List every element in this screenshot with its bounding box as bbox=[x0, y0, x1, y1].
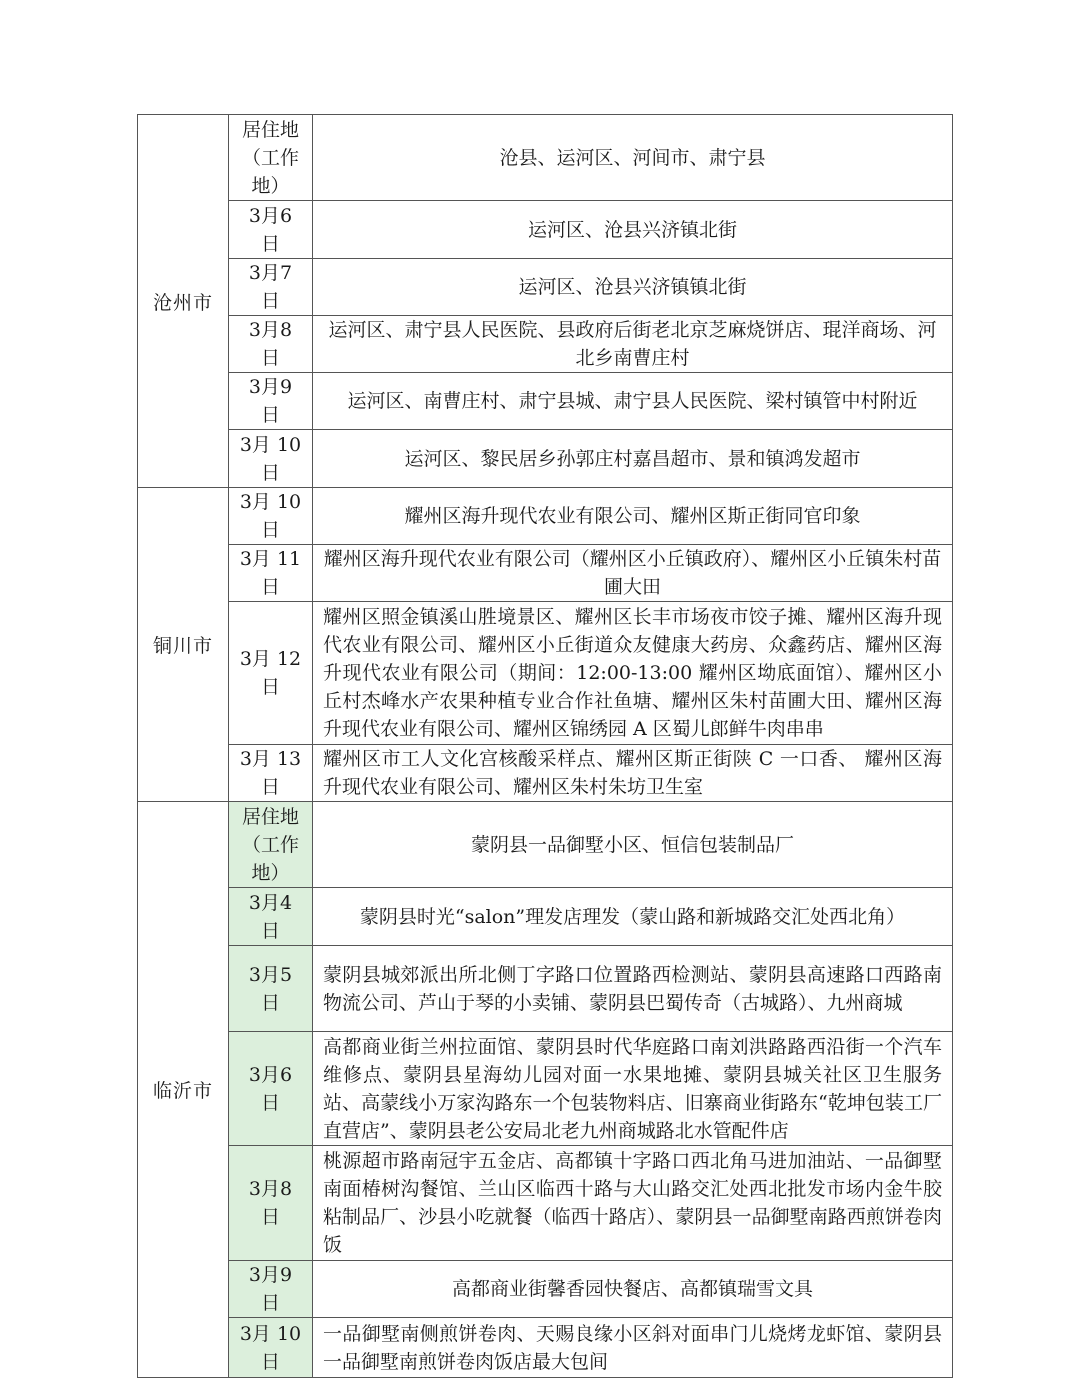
date-cell: 居住地（工作地） bbox=[229, 802, 313, 888]
table-row bbox=[138, 1032, 953, 1146]
table-row bbox=[138, 115, 953, 201]
places-cell: 运河区、肃宁县人民医院、县政府后街老北京芝麻烧饼店、琨洋商场、河北乡南曹庄村 bbox=[313, 316, 953, 373]
places-cell: 一品御墅南侧煎饼卷肉、天赐良缘小区斜对面串门儿烧烤龙虾馆、蒙阴县一品御墅南煎饼卷肉饭店最大包间 bbox=[313, 1318, 953, 1378]
table-row bbox=[138, 1261, 953, 1318]
table-row bbox=[138, 1318, 953, 1378]
table-row bbox=[138, 745, 953, 802]
places-cell: 运河区、南曹庄村、肃宁县城、肃宁县人民医院、梁村镇管中村附近 bbox=[313, 373, 953, 430]
date-cell: 3月 12日 bbox=[229, 602, 313, 745]
date-cell: 3月6日 bbox=[229, 1032, 313, 1146]
places-cell: 耀州区海升现代农业有限公司（耀州区小丘镇政府）、耀州区小丘镇朱村苗圃大田 bbox=[313, 545, 953, 602]
itinerary-table-wrapper bbox=[137, 114, 952, 1378]
date-cell: 3月8日 bbox=[229, 1146, 313, 1261]
date-cell: 3月 10日 bbox=[229, 430, 313, 488]
places-cell: 耀州区海升现代农业有限公司、耀州区斯正街同官印象 bbox=[313, 488, 953, 545]
table-row bbox=[138, 946, 953, 1032]
date-cell: 3月9日 bbox=[229, 1261, 313, 1318]
table-row bbox=[138, 602, 953, 745]
date-cell: 3月 10日 bbox=[229, 1318, 313, 1378]
date-cell: 3月6日 bbox=[229, 201, 313, 259]
date-cell: 3月 10日 bbox=[229, 488, 313, 545]
places-cell: 高都商业街兰州拉面馆、蒙阴县时代华庭路口南刘洪路路西沿街一个汽车维修点、蒙阴县星海幼儿园对面一水果地摊、蒙阴县城关社区卫生服务站、高蒙线小万家沟路东一个包装物料店、旧寨商业街路东“乾坤包装工厂直营店”、蒙阴县老公安局北老九州商城路北水管配件店 bbox=[313, 1032, 953, 1146]
table-row bbox=[138, 488, 953, 545]
table-row bbox=[138, 802, 953, 888]
city-cell: 临沂市 bbox=[138, 802, 229, 1378]
date-cell: 3月 11日 bbox=[229, 545, 313, 602]
places-cell: 运河区、沧县兴济镇北街 bbox=[313, 201, 953, 259]
city-cell: 铜川市 bbox=[138, 488, 229, 802]
places-cell: 桃源超市路南冠宇五金店、高都镇十字路口西北角马进加油站、一品御墅南面椿树沟餐馆、兰山区临西十路与大山路交汇处西北批发市场内金牛胶粘制品厂、沙县小吃就餐（临西十路店）、蒙阴县一品御墅南路西煎饼卷肉饭 bbox=[313, 1146, 953, 1261]
date-cell: 3月 13日 bbox=[229, 745, 313, 802]
places-cell: 运河区、沧县兴济镇镇北街 bbox=[313, 259, 953, 316]
date-cell: 3月9日 bbox=[229, 373, 313, 430]
places-cell: 沧县、运河区、河间市、肃宁县 bbox=[313, 115, 953, 201]
date-cell: 3月8日 bbox=[229, 316, 313, 373]
date-cell: 居住地（工作地） bbox=[229, 115, 313, 201]
city-cell: 沧州市 bbox=[138, 115, 229, 488]
table-row bbox=[138, 201, 953, 259]
table-row bbox=[138, 1146, 953, 1261]
places-cell: 耀州区市工人文化宫核酸采样点、耀州区斯正街陕 C 一口香、 耀州区海升现代农业有限公司、耀州区朱村朱坊卫生室 bbox=[313, 745, 953, 802]
table-row bbox=[138, 888, 953, 946]
places-cell: 高都商业街馨香园快餐店、高都镇瑞雪文具 bbox=[313, 1261, 953, 1318]
table-row bbox=[138, 430, 953, 488]
date-cell: 3月5日 bbox=[229, 946, 313, 1032]
date-cell: 3月4日 bbox=[229, 888, 313, 946]
table-row bbox=[138, 545, 953, 602]
table-row bbox=[138, 259, 953, 316]
places-cell: 蒙阴县城郊派出所北侧丁字路口位置路西检测站、蒙阴县高速路口西路南物流公司、芦山于琴的小卖铺、蒙阴县巴蜀传奇（古城路）、九州商城 bbox=[313, 946, 953, 1032]
date-cell: 3月7日 bbox=[229, 259, 313, 316]
places-cell: 运河区、黎民居乡孙郭庄村嘉昌超市、景和镇鸿发超市 bbox=[313, 430, 953, 488]
table-row bbox=[138, 316, 953, 373]
places-cell: 蒙阴县一品御墅小区、恒信包装制品厂 bbox=[313, 802, 953, 888]
places-cell: 耀州区照金镇溪山胜境景区、耀州区长丰市场夜市饺子摊、耀州区海升现代农业有限公司、耀州区小丘街道众友健康大药房、众鑫药店、耀州区海升现代农业有限公司（期间：12:00-13:00 耀州区坳底面馆）、耀州区小丘村杰峰水产农果种植专业合作社鱼塘、耀州区朱村苗圃大田、耀州区海升现代农业有限公司、耀州区锦绣园 A 区蜀儿郎鲜牛肉串串 bbox=[313, 602, 953, 745]
itinerary-table bbox=[137, 114, 953, 1378]
table-row bbox=[138, 373, 953, 430]
places-cell: 蒙阴县时光“salon”理发店理发（蒙山路和新城路交汇处西北角） bbox=[313, 888, 953, 946]
